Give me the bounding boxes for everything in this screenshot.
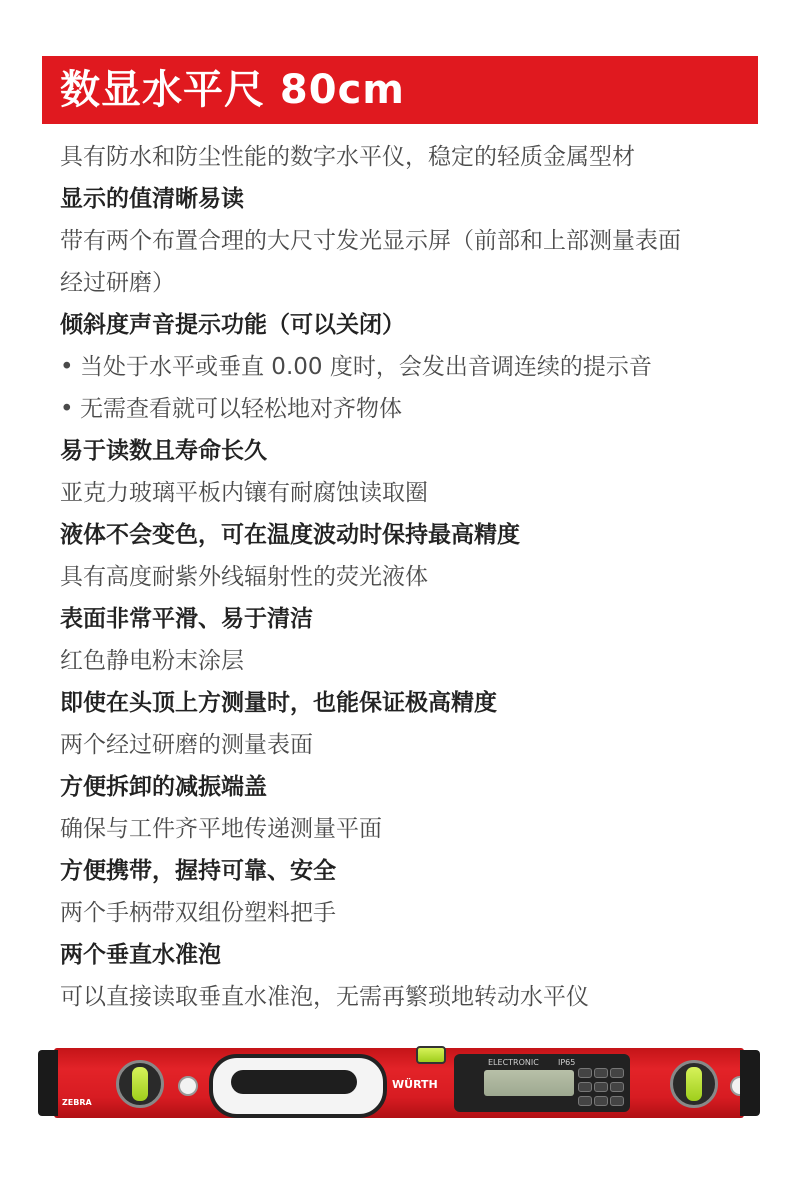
feature-description bbox=[60, 640, 760, 682]
line-text: 确保与工件齐平地传递测量平面 bbox=[60, 816, 382, 842]
line-text: 方便携带，握持可靠、安全 bbox=[60, 858, 336, 884]
hanging-hole bbox=[178, 1076, 198, 1096]
line-text: 显示的值清晰易读 bbox=[60, 186, 244, 212]
feature-heading bbox=[60, 682, 760, 724]
line-text: 倾斜度声音提示功能（可以关闭） bbox=[60, 312, 405, 338]
feature-description bbox=[60, 262, 760, 304]
feature-description bbox=[60, 556, 760, 598]
top-horizontal-vial bbox=[416, 1046, 446, 1064]
grip-handle bbox=[209, 1054, 387, 1118]
line-text: 两个经过研磨的测量表面 bbox=[60, 732, 313, 758]
feature-description bbox=[60, 808, 760, 850]
line-text: 带有两个布置合理的大尺寸发光显示屏（前部和上部测量表面 bbox=[60, 228, 681, 254]
right-vertical-vial bbox=[670, 1060, 718, 1108]
page-title: 数显水平尺 80cm bbox=[60, 67, 405, 113]
left-vertical-vial bbox=[116, 1060, 164, 1108]
feature-heading bbox=[60, 766, 760, 808]
control-buttons bbox=[578, 1066, 626, 1106]
line-text: 具有高度耐紫外线辐射性的荧光液体 bbox=[60, 564, 428, 590]
line-text: 即使在头顶上方测量时，也能保证极高精度 bbox=[60, 690, 497, 716]
level-body bbox=[54, 1048, 744, 1118]
feature-heading bbox=[60, 934, 760, 976]
feature-heading bbox=[60, 430, 760, 472]
feature-heading bbox=[60, 304, 760, 346]
lcd-screen bbox=[484, 1070, 574, 1096]
line-text: 无需查看就可以轻松地对齐物体 bbox=[80, 396, 402, 422]
line-text: 方便拆卸的减振端盖 bbox=[60, 774, 267, 800]
feature-heading bbox=[60, 598, 760, 640]
line-text: 当处于水平或垂直 0.00 度时，会发出音调连续的提示音 bbox=[80, 354, 652, 380]
line-text: 具有防水和防尘性能的数字水平仪，稳定的轻质金属型材 bbox=[60, 144, 635, 170]
feature-heading bbox=[60, 514, 760, 556]
line-text: 表面非常平滑、易于清洁 bbox=[60, 606, 313, 632]
bullet-dot-icon: • bbox=[60, 396, 74, 422]
display-label: ELECTRONIC bbox=[488, 1058, 539, 1067]
line-text: 经过研磨） bbox=[60, 270, 175, 296]
display-rating: IP65 bbox=[558, 1058, 576, 1067]
line-text: 易于读数且寿命长久 bbox=[60, 438, 267, 464]
feature-heading bbox=[60, 850, 760, 892]
feature-list bbox=[60, 136, 760, 1018]
brand-logo: WÜRTH bbox=[392, 1078, 438, 1091]
bullet-dot-icon: • bbox=[60, 354, 74, 380]
line-text: 可以直接读取垂直水准泡，无需再繁琐地转动水平仪 bbox=[60, 984, 589, 1010]
right-end-cap bbox=[740, 1050, 760, 1116]
line-text: 液体不会变色，可在温度波动时保持最高精度 bbox=[60, 522, 520, 548]
line-text: 红色静电粉末涂层 bbox=[60, 648, 244, 674]
line-text: 亚克力玻璃平板内镶有耐腐蚀读取圈 bbox=[60, 480, 428, 506]
feature-description bbox=[60, 976, 760, 1018]
feature-description bbox=[60, 220, 760, 262]
bullet-item bbox=[60, 346, 760, 388]
digital-display-panel bbox=[454, 1054, 630, 1112]
feature-description bbox=[60, 136, 760, 178]
feature-description bbox=[60, 472, 760, 514]
line-text: 两个垂直水准泡 bbox=[60, 942, 221, 968]
title-banner bbox=[42, 56, 758, 124]
bullet-item bbox=[60, 388, 760, 430]
feature-description bbox=[60, 724, 760, 766]
feature-description bbox=[60, 892, 760, 934]
left-end-cap bbox=[38, 1050, 58, 1116]
model-label: ZEBRA bbox=[62, 1098, 92, 1107]
feature-heading bbox=[60, 178, 760, 220]
digital-level-image bbox=[38, 1046, 760, 1120]
line-text: 两个手柄带双组份塑料把手 bbox=[60, 900, 336, 926]
